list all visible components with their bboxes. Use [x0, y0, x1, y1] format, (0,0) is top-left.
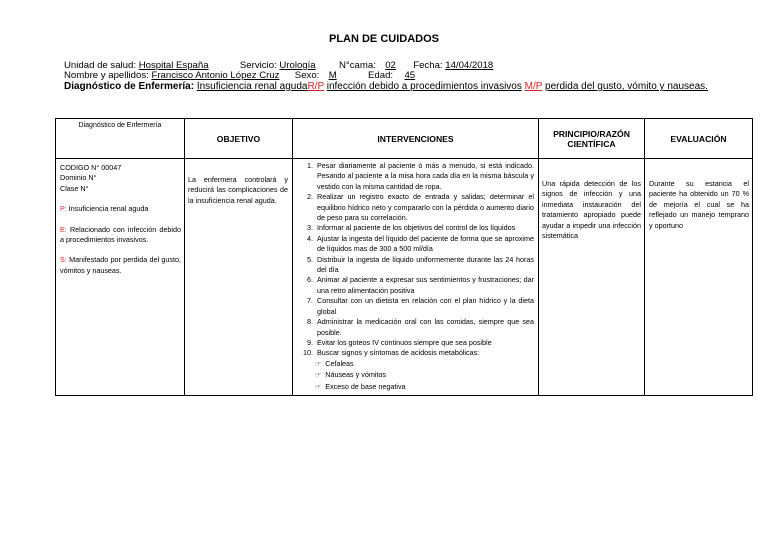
intervenciones-cell	[293, 159, 539, 396]
clase-text: Clase N°	[60, 183, 89, 193]
s-text: Manifestado por perdida del gusto, vómitos y nauseas.	[60, 255, 182, 275]
p-text: Insuficiencia renal aguda	[68, 204, 149, 214]
e-text: Relacionado con infección debido a procedimientos invasivos.	[60, 224, 182, 245]
list-item: 5. Distribuir la ingesta de líquido uniformemente durante las 24 horas del día	[315, 255, 534, 276]
page-title: PLAN DE CUIDADOS	[328, 33, 439, 45]
list-item: 3. Informar al paciente de los objetivos del control de los líquidos	[315, 223, 534, 233]
list-item: 7. Consultar con un dietista en relación con el plan hídrico y la dieta global	[315, 296, 534, 317]
problema-text	[60, 204, 181, 214]
header-intervenciones: INTERVENCIONES	[293, 119, 539, 159]
servicio-value: Urología	[279, 60, 316, 71]
list-item: 9. Evitar los goteos IV continuos siempre que sea posible	[315, 338, 534, 348]
edad-label: Edad:	[368, 70, 394, 81]
list-item: ☞ Exceso de base negativa	[315, 382, 534, 393]
sexo-value: M	[328, 70, 337, 81]
diagnostico-line	[64, 81, 744, 92]
codigo-text: CODIGO N° 00047	[60, 163, 122, 172]
diagnostico-mp: M/P	[524, 81, 543, 92]
header-objetivo: OBJETIVO	[185, 119, 293, 159]
list-item: ☞ Náuseas y vómitos	[315, 370, 534, 381]
diagnostico-part-3: perdida del gusto, vómito y nauseas.	[545, 81, 708, 92]
list-item: 8. Administrar la medicación oral con las comidas, siempre que sea posible.	[315, 317, 534, 338]
list-item: 2. Realizar un registro exacto de entrada y salidas; determinar el equilibrio hídrico neto y compararlo con la pérdida o aumento diario de peso para su correlación.	[315, 192, 534, 223]
sexo-label: Sexo:	[294, 70, 320, 81]
pointing-hand-icon: ☞	[315, 383, 322, 391]
diagnostico-rp: R/P	[307, 81, 324, 92]
intervenciones-list	[293, 161, 534, 359]
objetivo-cell: La enfermera controlará y reducirá las complicaciones de la insuficiencia renal aguda.	[185, 159, 293, 396]
cama-label: N°cama:	[338, 60, 376, 71]
cama-value: 02	[385, 60, 396, 71]
pointing-hand-icon: ☞	[315, 372, 322, 380]
table-row	[56, 159, 753, 396]
care-plan-table	[55, 118, 753, 396]
list-item: 1. Pesar diariamente al paciente ó más a menudo, si está indicado. Pesando al paciente a la misa hora cada día en la misma báscula y vestido con la misma cantidad de ropa.	[315, 161, 534, 192]
diagnostico-part-1: Insuficiencia renal aguda	[196, 81, 308, 92]
list-item: ☞ Cefaleas	[315, 359, 534, 370]
etiologia-text	[60, 225, 181, 246]
s-prefix: S:	[60, 255, 67, 265]
dominio-text: Dominio N°	[60, 173, 97, 183]
fecha-label: Fecha:	[413, 60, 443, 71]
sintomas-text	[60, 255, 181, 276]
diagnostico-part-2: infección debido a procedimientos invasivos	[326, 81, 522, 92]
servicio-label: Servicio:	[239, 60, 277, 71]
p-prefix: P:	[60, 204, 67, 214]
edad-value: 45	[404, 70, 416, 81]
diagnostico-label: Diagnóstico de Enfermería:	[64, 81, 195, 92]
header-evaluacion: EVALUACIÓN	[645, 119, 753, 159]
unidad-label: Unidad de salud:	[64, 60, 137, 71]
principio-cell: Una rápida detección de los signos de infección y una inmediata instauración del tratamiento apropiado puede ayudar a impedir una infección sistemática	[539, 159, 645, 396]
list-item: 4. Ajustar la ingesta del líquido del paciente de forma que se aproxime de líquidos mas de 300 a 500 ml/día	[315, 234, 534, 255]
nombre-value: Francisco Antonio López Cruz	[151, 70, 280, 81]
pointing-hand-icon: ☞	[315, 360, 322, 368]
patient-header	[64, 61, 744, 92]
header-diagnostico: Diagnóstico de Enfermería	[56, 119, 185, 159]
header-principio: PRINCIPIO/RAZÓN CIENTÍFICA	[539, 119, 645, 159]
fecha-value: 14/04/2018	[445, 60, 494, 71]
header-line-2	[64, 71, 744, 81]
unidad-value: Hospital España	[138, 60, 209, 71]
e-prefix: E:	[60, 224, 67, 234]
list-item: 10. Buscar signos y síntomas de acidosis metabólicas:	[315, 348, 534, 358]
sintomas-list	[293, 359, 534, 393]
evaluacion-cell: Durante su estancia el paciente ha obtenido un 70 % de mejoría el cual se ha reflejado un manejo temprano y oportuno	[645, 159, 753, 396]
nombre-label: Nombre y apellidos:	[64, 70, 149, 81]
diagnostico-cell	[56, 159, 185, 396]
list-item: 6. Animar al paciente a expresar sus sentimientos y frustraciones; dar una retro alimentación positiva	[315, 275, 534, 296]
table-header-row	[56, 119, 753, 159]
